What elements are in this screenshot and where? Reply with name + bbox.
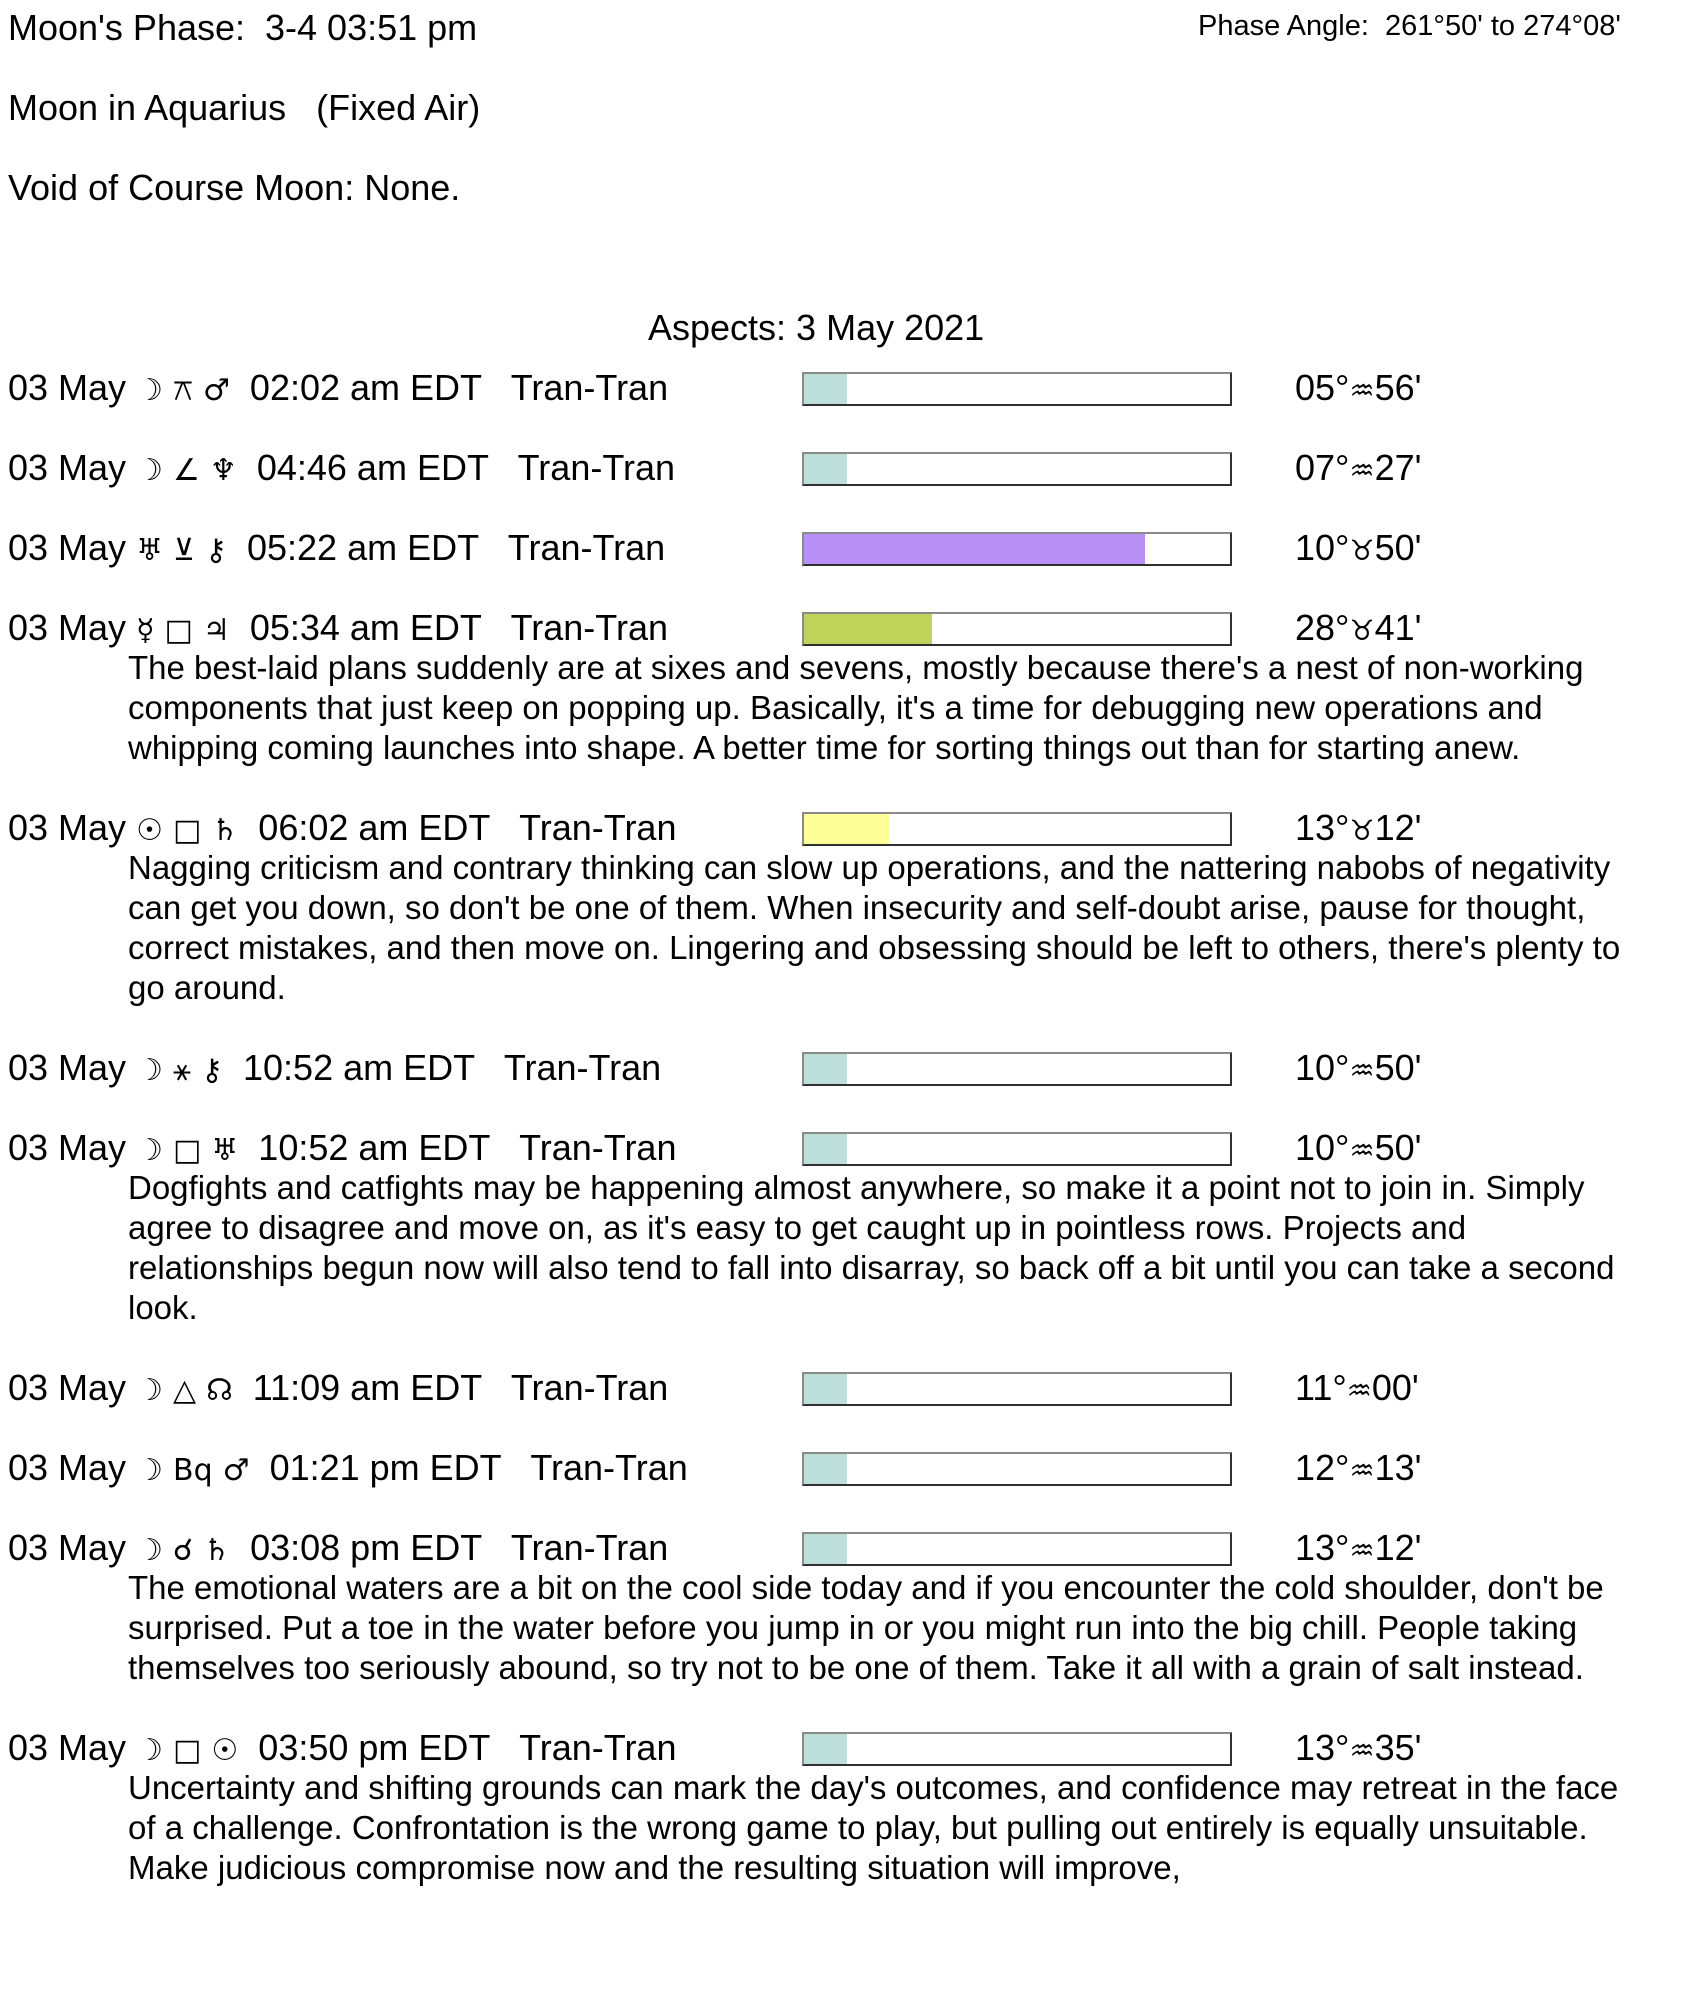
- aspect-label: [8, 1728, 676, 1771]
- aspect-row: [0, 1728, 1684, 1768]
- aspect-time: 04:46 am EDT: [256, 447, 489, 488]
- planet-1-icon: ☽: [136, 1053, 163, 1088]
- aspect-label: [8, 808, 676, 851]
- aspect-description: Dogfights and catfights may be happening almost anywhere, so make it a point not to join in. Simply agree to disagree and move on, as it's easy to get caught up in pointless rows. Projects and relationships begun now will also tend to fall into disarray, so back off a bit until you can take a second look.: [128, 1169, 1615, 1326]
- zodiac-sign-icon: ♒: [1349, 454, 1375, 487]
- planet-2-icon: ♂: [222, 1453, 250, 1488]
- zodiac-sign-icon: ♒: [1349, 1734, 1375, 1767]
- zodiac-sign-icon: ♒: [1349, 1054, 1375, 1087]
- aspect-icon: □: [173, 1733, 202, 1768]
- planet-1-icon: ☽: [136, 1533, 163, 1568]
- aspect-position: [1295, 1048, 1421, 1091]
- aspect-row: [0, 1368, 1684, 1408]
- planet-2-icon: ♄: [203, 1533, 231, 1568]
- aspect-date: 03 May: [8, 1367, 127, 1408]
- moon-phase: Moon's Phase: 3-4 03:51 pm: [8, 7, 478, 48]
- aspect-position: [1295, 608, 1421, 651]
- position-degrees: 05°: [1295, 367, 1350, 408]
- aspect-icon: ⚹: [173, 1053, 191, 1088]
- aspect-icon: □: [164, 613, 193, 648]
- position-minutes: 50': [1374, 1047, 1422, 1088]
- aspect-time: 11:09 am EDT: [252, 1367, 482, 1408]
- position-minutes: 50': [1374, 1127, 1422, 1168]
- aspect-time: 03:50 pm EDT: [258, 1727, 490, 1768]
- aspect-row: [0, 608, 1684, 648]
- planet-2-icon: ♂: [203, 373, 230, 408]
- aspect-icon: Bq: [173, 1453, 213, 1488]
- position-minutes: 12': [1374, 1527, 1422, 1568]
- aspect-time: 05:22 am EDT: [246, 527, 479, 568]
- position-minutes: 50': [1374, 527, 1422, 568]
- moon-sign: Moon in Aquarius (Fixed Air): [8, 87, 481, 128]
- planet-1-icon: ☿: [136, 613, 155, 648]
- aspect-label: [8, 1048, 661, 1091]
- aspect-label: [8, 1528, 668, 1571]
- aspect-date: 03 May: [8, 1727, 127, 1768]
- strength-bar: [802, 612, 1232, 646]
- zodiac-sign-icon: ♒: [1346, 1374, 1372, 1407]
- aspect-icon: △: [173, 1373, 197, 1408]
- aspect-row: [0, 368, 1684, 408]
- position-degrees: 11°: [1295, 1367, 1347, 1408]
- strength-bar-fill: [804, 1134, 847, 1164]
- aspect-position: [1295, 448, 1421, 491]
- aspect-description: The best-laid plans suddenly are at sixes and sevens, mostly because there's a nest of non-working components that just keep on popping up. Basically, it's a time for debugging new operations and whipping coming launches into shape. A better time for sorting things out than for starting anew.: [128, 649, 1584, 766]
- strength-bar-fill: [804, 1374, 847, 1404]
- planet-1-icon: ☽: [136, 1373, 163, 1408]
- aspect-label: [8, 368, 668, 411]
- aspect-position: [1295, 1528, 1421, 1571]
- aspect-date: 03 May: [8, 607, 127, 648]
- zodiac-sign-icon: ♉: [1349, 814, 1375, 847]
- position-degrees: 13°: [1295, 807, 1350, 848]
- position-degrees: 07°: [1295, 447, 1350, 488]
- aspect-date: 03 May: [8, 367, 127, 408]
- aspect-icon: ⚻: [173, 373, 193, 408]
- position-degrees: 12°: [1295, 1447, 1350, 1488]
- strength-bar-fill: [804, 1054, 847, 1084]
- aspect-type: Tran-Tran: [519, 1127, 677, 1168]
- aspect-type: Tran-Tran: [510, 367, 669, 408]
- aspect-position: [1295, 1448, 1421, 1491]
- strength-bar: [802, 1532, 1232, 1566]
- position-minutes: 27': [1374, 447, 1422, 488]
- planet-2-icon: ♄: [211, 813, 239, 848]
- aspect-type: Tran-Tran: [517, 447, 676, 488]
- aspect-icon: ☌: [173, 1533, 194, 1568]
- aspect-date: 03 May: [8, 1447, 127, 1488]
- zodiac-sign-icon: ♒: [1349, 1454, 1375, 1487]
- planet-1-icon: ☽: [136, 453, 163, 488]
- strength-bar: [802, 372, 1232, 406]
- position-minutes: 00': [1371, 1367, 1419, 1408]
- position-minutes: 13': [1374, 1447, 1422, 1488]
- strength-bar-fill: [804, 1534, 847, 1564]
- aspect-description: The emotional waters are a bit on the cool side today and if you encounter the cold shoulder, don't be surprised. Put a toe in the water before you jump in or you might run into the big chill. People taking themselves too seriously abound, so try not to be one of them. Take it all with a grain of salt instead.: [128, 1569, 1604, 1686]
- aspect-icon: ∠: [173, 453, 200, 488]
- planet-2-icon: ☊: [206, 1373, 233, 1408]
- aspect-position: [1295, 368, 1421, 411]
- planet-2-icon: ⚷: [201, 1053, 223, 1088]
- aspect-label: [8, 608, 668, 651]
- position-degrees: 10°: [1295, 1127, 1350, 1168]
- strength-bar: [802, 452, 1232, 486]
- planet-2-icon: ♃: [202, 613, 230, 648]
- aspect-icon: ⊻: [173, 533, 195, 568]
- aspect-type: Tran-Tran: [507, 527, 666, 568]
- strength-bar-fill: [804, 1454, 847, 1484]
- position-degrees: 10°: [1295, 1047, 1350, 1088]
- zodiac-sign-icon: ♒: [1349, 374, 1375, 407]
- aspect-label: [8, 1448, 688, 1491]
- aspect-date: 03 May: [8, 807, 127, 848]
- position-degrees: 13°: [1295, 1527, 1350, 1568]
- planet-2-icon: ♅: [211, 1133, 239, 1168]
- planet-1-icon: ☽: [136, 373, 163, 408]
- aspect-icon: □: [173, 813, 202, 848]
- aspect-date: 03 May: [8, 1047, 127, 1088]
- phase-angle: Phase Angle: 261°50' to 274°08': [1198, 10, 1621, 42]
- zodiac-sign-icon: ♉: [1349, 614, 1375, 647]
- aspect-date: 03 May: [8, 447, 127, 488]
- aspect-time: 10:52 am EDT: [243, 1047, 475, 1088]
- aspect-date: 03 May: [8, 1527, 127, 1568]
- aspect-type: Tran-Tran: [510, 1367, 669, 1408]
- zodiac-sign-icon: ♒: [1349, 1134, 1375, 1167]
- aspect-label: [8, 1128, 676, 1171]
- aspect-time: 05:34 am EDT: [249, 607, 482, 648]
- aspect-time: 06:02 am EDT: [258, 807, 490, 848]
- zodiac-sign-icon: ♉: [1349, 534, 1375, 567]
- strength-bar: [802, 1372, 1232, 1406]
- aspect-row: [0, 808, 1684, 848]
- aspect-date: 03 May: [8, 527, 127, 568]
- planet-1-icon: ☽: [136, 1453, 163, 1488]
- aspect-label: [8, 528, 665, 571]
- planet-2-icon: ☉: [211, 1733, 239, 1768]
- planet-1-icon: ☽: [136, 1133, 163, 1168]
- aspect-date: 03 May: [8, 1127, 127, 1168]
- aspect-time: 10:52 am EDT: [258, 1127, 490, 1168]
- position-minutes: 41': [1374, 607, 1422, 648]
- aspect-label: [8, 1368, 668, 1411]
- strength-bar-fill: [804, 614, 932, 644]
- aspects-title: Aspects: 3 May 2021: [648, 307, 985, 348]
- planet-2-icon: ⚷: [204, 533, 227, 568]
- planet-1-icon: ♅: [136, 533, 163, 568]
- aspect-position: [1295, 528, 1421, 571]
- aspect-type: Tran-Tran: [510, 1527, 669, 1568]
- aspect-row: [0, 528, 1684, 568]
- strength-bar: [802, 1732, 1232, 1766]
- strength-bar: [802, 812, 1232, 846]
- aspect-type: Tran-Tran: [510, 607, 668, 648]
- planet-1-icon: ☽: [136, 1733, 163, 1768]
- aspect-type: Tran-Tran: [519, 807, 677, 848]
- strength-bar: [802, 1052, 1232, 1086]
- strength-bar-fill: [804, 814, 889, 844]
- aspect-time: 03:08 pm EDT: [250, 1527, 482, 1568]
- strength-bar: [802, 1452, 1232, 1486]
- aspect-position: [1295, 1728, 1421, 1771]
- position-minutes: 56': [1374, 367, 1422, 408]
- aspect-time: 02:02 am EDT: [249, 367, 482, 408]
- aspect-icon: □: [173, 1133, 202, 1168]
- strength-bar-fill: [804, 374, 847, 404]
- strength-bar-fill: [804, 1734, 847, 1764]
- position-degrees: 28°: [1295, 607, 1350, 648]
- strength-bar: [802, 1132, 1232, 1166]
- strength-bar-fill: [804, 534, 1145, 564]
- aspect-description: Uncertainty and shifting grounds can mark the day's outcomes, and confidence may retreat in the face of a challenge. Confrontation is the wrong game to play, but pulling out entirely is equally unsuitable. Make judicious compromise now and the resulting situation will improve,: [128, 1769, 1619, 1886]
- position-degrees: 13°: [1295, 1727, 1350, 1768]
- aspect-position: [1295, 1368, 1419, 1411]
- position-minutes: 12': [1374, 807, 1422, 848]
- position-degrees: 10°: [1295, 527, 1350, 568]
- aspect-row: [0, 1448, 1684, 1488]
- aspect-time: 01:21 pm EDT: [269, 1447, 502, 1488]
- aspect-row: [0, 1128, 1684, 1168]
- aspect-row: [0, 1528, 1684, 1568]
- planet-1-icon: ☉: [136, 813, 163, 848]
- aspect-label: [8, 448, 675, 491]
- zodiac-sign-icon: ♒: [1349, 1534, 1375, 1567]
- aspect-type: Tran-Tran: [519, 1727, 677, 1768]
- aspect-row: [0, 448, 1684, 488]
- aspect-position: [1295, 1128, 1421, 1171]
- aspect-type: Tran-Tran: [530, 1447, 688, 1488]
- aspect-position: [1295, 808, 1421, 851]
- position-minutes: 35': [1374, 1727, 1422, 1768]
- aspect-type: Tran-Tran: [503, 1047, 662, 1088]
- void-of-course: Void of Course Moon: None.: [8, 167, 461, 208]
- strength-bar: [802, 532, 1232, 566]
- aspect-row: [0, 1048, 1684, 1088]
- strength-bar-fill: [804, 454, 847, 484]
- aspect-description: Nagging criticism and contrary thinking can slow up operations, and the nattering nabobs of negativity can get you down, so don't be one of them. When insecurity and self-doubt arise, pause for thought, correct mistakes, and then move on. Lingering and obsessing should be left to others, there's plenty to go around.: [128, 849, 1621, 1006]
- planet-2-icon: ♆: [209, 453, 237, 488]
